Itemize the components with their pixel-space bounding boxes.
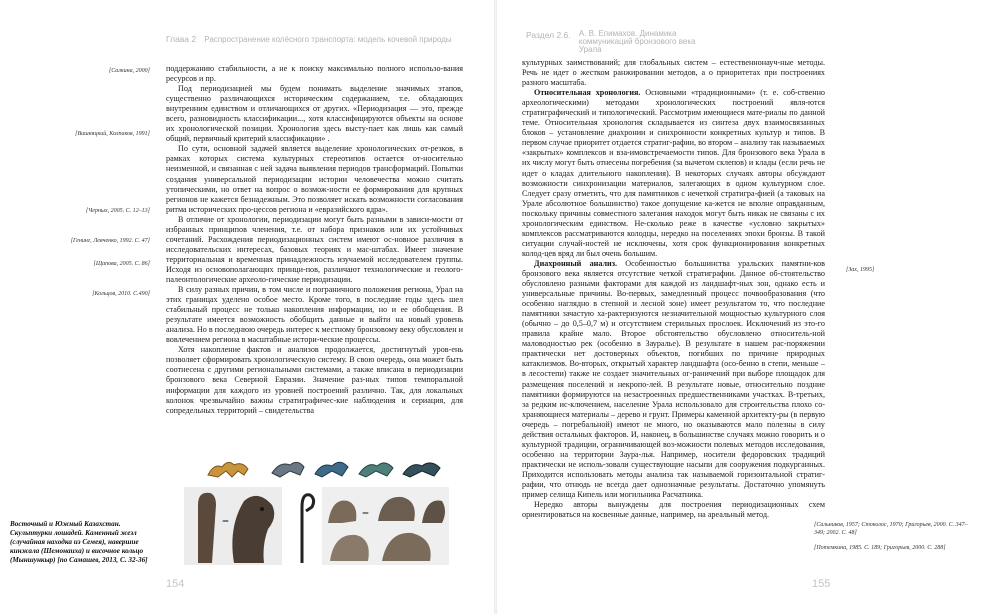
figure-caption: Восточный и Южный Казахстан. Скульптурки лошадей. Каменный жезл (случайная находка из Семея), навершие кинжала (Шемонаиха) и височное кольцо (Мыншункыр) [по Самашев, 2013, С. 32-36] <box>10 520 148 564</box>
margin-note: [Вишняцкий, Колпаков, 1991] <box>75 131 150 137</box>
margin-note: [Генинг, Левченко, 1992. С. 47] <box>70 238 150 244</box>
left-running-head <box>166 34 452 44</box>
margin-note: [Зах, 1995] <box>846 267 875 273</box>
artifact-figure <box>184 455 449 565</box>
horse-head-scepter-image <box>184 487 282 565</box>
svg-text:–: – <box>362 505 369 521</box>
paragraph-text: Особенностью большинства уральских памятни-ков бронзового века является отсутствие четкой стратиграфии. Данное об-стоятельство обусловлено разными факторами для каждой из ландшафт-ных зон, однако есть и универсальные причины. Во-первых, замедленный процесс почвообразования (что особенно наглядно в степной и лесной зоне) имеет результатом то, что последние памятники зачастую ха-рактеризуются незначительной мощностью культурного слоя (обычно – до 0,5–0,7 м) и отсутствием стерильных прослоек. Исключений из это-го правила крайне мало. Второе обстоятельство обусловлено относитель-ной маловодностью рек (особенно в Зауралье). В результате в нашем рас-поряжении практически нет достоверных объектов, погибших по причине природных катаклизмов. Во-вторых, открытый характер ландшафта (осо-бенно в степи, меньше – в лесостепи) также не создает значительных ог-раничений при выборе площадок для размещения поселений и некропо-лей. В результате новые, относительно поздние памятники формируются на незастроенных предшественниками участках. В-третьих, за редким ис-ключением, население Урала использовало для строительства плохо со-храняющиеся материалы – дерево и грунт. Примеры каменной архитекту-ры (в первую очередь – погребальной) имеют не много, но оказываются мало полезны в силу действия остальных факторов. И, наконец, в большинстве случаях можно говорить и о культурной традиции, ограничивающей воз-можности полевых методов исследования, особенно на территории Заура-лья. Например, носители федоровских традиций практически не исполь-зовали существующие насыпи для сооружения подкурганных. Приходится использовать методы анализа так называемой горизонтальной стратиг-рафии, что отнюдь не всегда дает однозначные результаты. Достаточно упомянуть пример селища Кипель или могильника Расчатника. <box>522 258 826 500</box>
margin-note: [Кольцов, 2010. С.490] <box>92 291 150 297</box>
horse-figurine-patina-image <box>356 455 396 481</box>
right-header-chapter: Раздел 2.6. <box>526 30 571 40</box>
horse-figurine-dark-image <box>400 455 444 481</box>
temple-ring-photos <box>322 487 449 565</box>
margin-note: [Щапова, 2005. С. 86] <box>93 261 150 267</box>
dagger-pommel-drawing <box>288 487 318 565</box>
right-page <box>496 0 991 614</box>
paragraph: Нередко авторы вынуждены для построения периодизационных схем ориентироваться на косвенные данные, например, на ареальный метод. <box>522 500 825 520</box>
right-running-head <box>526 30 719 54</box>
paragraph: По сути, основной задачей является выделение хронологических от-резков, в рамках которых система культурных стереотипов остается от-носительно неизменной, и связанная с ней задача выявления периодов трансформаций. Попытки создания универсальной периодизации истории человечества можно считать утопическими, но ответ на вопрос о возмож-ности ее формирования для крупных регионов не кажется безнадежным. Это позволяет искать возможности согласования ритма исторических про-цессов региона и «евразийского ядра». <box>166 144 463 214</box>
right-body-text <box>522 58 825 520</box>
margin-note: [Потемкина, 1985. С. 189; Григорьев, 2000. С. 288] <box>814 545 946 551</box>
paragraph-relative-chronology <box>522 88 825 259</box>
margin-note: [Черных, 2005. С. 12–13] <box>85 208 150 214</box>
left-header-title: Распространение колёсного транспорта: модель кочевой природы <box>204 35 452 44</box>
left-header-chapter: Глава 2 <box>166 34 197 44</box>
margin-note: [Салкина, 2000] <box>108 68 150 74</box>
left-page-number: 154 <box>166 578 185 590</box>
margin-note: [Сальников, 1957; Стоколос, 1970; Григорьев, 2000. С. 347–349; 2002. С. 48] <box>814 522 968 536</box>
paragraph: поддержанию стабильности, а не к поиску максимально полного использо-вания ресурсов и пр. <box>166 64 463 84</box>
left-page <box>0 0 495 614</box>
horse-figurine-gold-image <box>204 455 252 481</box>
paragraph: культурных заимствований; для глобальных систем – естественнонауч-ные методы. Речь не идет о жестком ранжировании методов, а о приоритетах при построениях разного масштаба. <box>522 58 825 88</box>
horse-figurine-blue-image <box>312 455 352 481</box>
svg-text:–: – <box>222 513 229 529</box>
paragraph: В силу разных причин, в том числе и пограничного положения региона, Урал на этих границах уделено особое место. Кроме того, в последние годы здесь шел стабильный процесс не только накопления информации, но и ее обобщения. В результате имеется возможность обобщить данные и выйти на новый уровень анализа. Но в последнюю очередь интерес к местному бронзовому веку обусловлен и вовлечением региона в масштабные истори-ческие процессы. <box>166 285 463 345</box>
section-heading-relative-chronology: Относительная хронология. <box>534 88 641 98</box>
paragraph-text: Основными «традиционными» (т. е. соб-ственно археологическими) методами хронологических построений явля-ются стратиграфический и типологический. Рассмотрим имеющиеся мате-риалы по данной теме. Относительная хронология складывается из синтеза двух взаимосвязанных блоков – установление диахронии и синхронности конкретных культур и типов. В первом случае приоритет отдается стратиг-рафии, во втором – анализу так называемых «закрытых» комплексов и вза-имовстречаемости типов. Для бронзового века Урала в их числу могут быть отнесены погребения (за вычетом склепов) и клады (если речь не идет о кладах длительного накопления). В некоторых случаях авторы обсуждают возможности синхронизации материалов, залегающих в одном культурном слое. Следует сразу отметить, что для памятников с нечеткой стратигра-фией (а таковых на Урале абсолютное большинство) такое допущение ка-жется не вполне оправданным, поскольку причины совместного залегания находок могут быть никак не связаны с их хронологическим единством. Не-сколько реже в качестве «условно закрытых» комплексов рассматриваются колодцы, нередко на поселениях эпохи бронзы. В такой ситуации случай-ностей не исключены, хотя срок функционирования конкретных колод-цев вряд ли был очень большим. <box>522 88 825 258</box>
paragraph: Под периодизацией мы будем понимать выделение значимых этапов, существенно различающихся историческим содержанием, т.е. обладающих внутренним единством и отличающихся от других. «Периодизация — это, прежде всего, разновидность классификации..., хотя классифицируются объекты на основе их хронологической позиции. Хронология здесь высту-пает как лишь как самый общий, первичный критерий классификации» . <box>166 84 463 144</box>
horse-head-temple-ring-image <box>322 487 449 565</box>
horse-figurine-bronze-image <box>268 455 308 481</box>
stone-scepter-photo <box>184 487 282 565</box>
paragraph-diachronic-analysis <box>522 259 825 500</box>
paragraph: Хотя накопление фактов и анализов продолжается, достигнутый уров-ень позволяет сформировать хронологическую систему. В свою очередь, она может быть соотнесена с другими региональными системами, а также вписана в периодизации бронзового века Северной Евразии. Значение раз-ных типов темпоральной информации для каждого из уровней построений различно. Так, для локальных колонок чрезвычайно важны стратиграфичес-кие наблюдения и сериация, для сопредельных территорий – свидетельства <box>166 345 463 415</box>
right-header-title: А. В. Епимахов. Динамика коммуникаций бронзового века Урала <box>578 29 696 54</box>
right-page-number: 155 <box>812 578 831 590</box>
section-heading-diachronic-analysis: Диахронный анализ. <box>534 258 618 268</box>
paragraph: В отличие от хронологии, периодизации могут быть разными в зависи-мости от избранных принципов членения, т.е. от набора признаков или их устойчивых сочетаний. Расхождения периодизационных систем имеют ос-новное различия в исследовательских интересах, базовых теориях и мас-штабах. Имеет значение территориальная и временная принадлежность изучаемой исследователем группы. Исходя из основополагающих принци-пов, различают технологические и геолого-палеонтологические археоло-гические периодизации. <box>166 214 463 284</box>
left-body-text <box>166 64 463 416</box>
dagger-pommel-image <box>288 487 318 565</box>
